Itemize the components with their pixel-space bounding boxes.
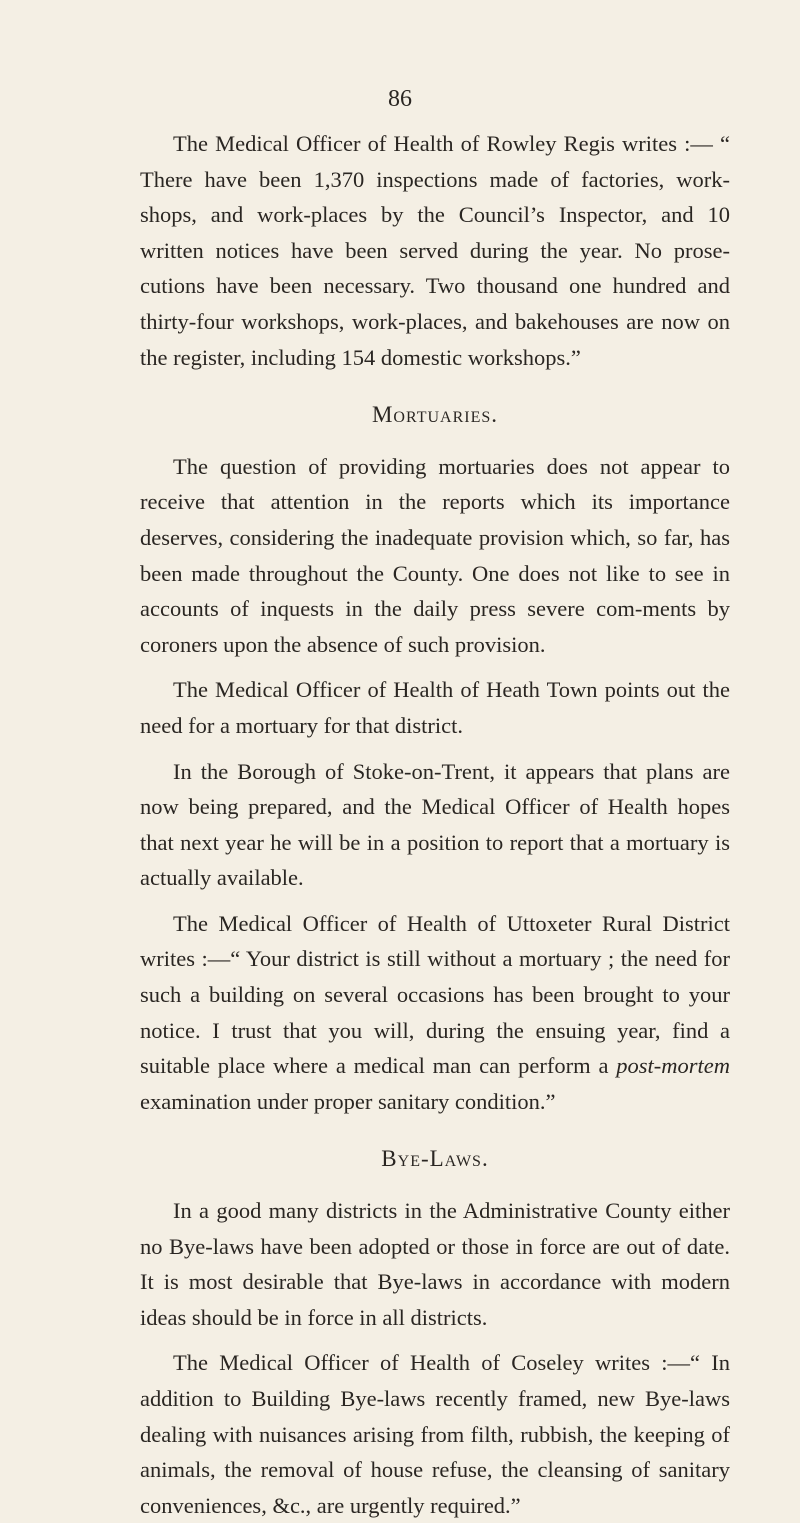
uttoxeter-italic-term: post-mortem [616, 1053, 730, 1079]
paragraph-bye-laws-intro: In a good many districts in the Administrative County either no Bye-laws have been adopted or those in force are out of date. It is most desirable that Bye-laws in accordance with modern ideas should be in force in all districts. [140, 1198, 730, 1330]
paragraph-coseley: The Medical Officer of Health of Coseley writes :—“ In addition to Building Bye-laws recently framed, new Bye-laws dealing with nuisances arising from filth, rubbish, the keeping of animals, the removal of house refuse, the cleansing of sanitary conveniences, &c., are urgently required.” [140, 1350, 730, 1518]
paragraph-uttoxeter [140, 906, 730, 1120]
paragraph-mortuaries-intro: The question of providing mortuaries does not appear to receive that attention in the reports which its importance deserves, considering the inadequate provision which, so far, has been made throughout the County. One does not like to see in accounts of inquests in the daily press severe com-ments by coroners upon the absence of such provision. [140, 453, 730, 657]
page-number: 86 [388, 86, 412, 112]
paragraph-rowley-regis: The Medical Officer of Health of Rowley Regis writes :— “ There have been 1,370 inspections made of factories, work-shops, and work-places by the Council’s Inspector, and 10 written notices have been served during the year. No prose-cutions have been necessary. Two thousand one hundred and thirty-four workshops, work-places, and bakehouses are now on the register, including 154 domestic workshops.” [140, 131, 730, 370]
paragraph-heath-town: The Medical Officer of Health of Heath Town points out the need for a mortuary for that district. [140, 677, 730, 738]
uttoxeter-text-end: examination under proper sanitary condition.” [140, 1088, 556, 1114]
text-column [140, 126, 730, 1523]
uttoxeter-text-start: The Medical Officer of Health of Uttoxeter Rural District writes :—“ Your district is still without a mortuary ; the need for such a building on several occasions has been brought to your notice. I trust that you will, during the ensuing year, find a suitable place where a medical man can perform a [140, 910, 730, 1079]
heading-mortuaries: Mortuaries. [371, 402, 499, 428]
paragraph-stoke-on-trent: In the Borough of Stoke-on-Trent, it appears that plans are now being prepared, and the Medical Officer of Health hopes that next year he will be in a position to report that a mortuary is actually available. [140, 758, 730, 891]
heading-bye-laws: Bye-Laws. [381, 1146, 489, 1172]
